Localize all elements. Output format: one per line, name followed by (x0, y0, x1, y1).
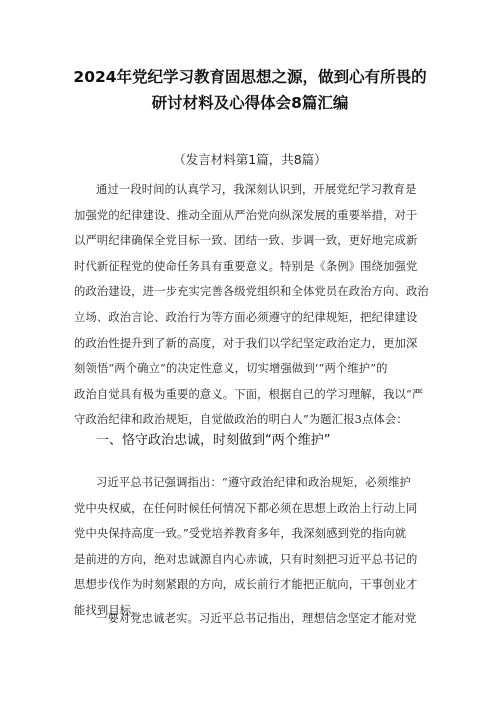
text-line: 通过一段时间的认真学习，我深刻认识到，开展党纪学习教育是 (96, 183, 417, 196)
section-heading-1: 一、恪守政治忠诚，时刻做到“两个维护” (96, 433, 331, 448)
paragraph-section1 (74, 470, 438, 624)
text-line: 加强党的纪律建设、推动全面从严治党向纵深发展的重要举措，对于 (74, 208, 418, 222)
text-line: 刻领悟“两个确立”的决定性意义，切实增强做到‘“两个维护”的 (74, 362, 388, 376)
text-line: 党中央保持高度一致。”受党培养教育多年，我深刻感到党的指向就 (74, 527, 407, 541)
text-line: 的政治建设，进一步充实完善各级党组织和全体党员在政治方向、政治 (74, 285, 429, 299)
text-line: 党中央权威，在任何时候任何情况下都必须在思想上政治上行动上同 (74, 501, 418, 515)
paragraph-point1 (74, 606, 438, 632)
text-line: 政治自觉具有极为重要的意义。下面，根据自己的学习理解，我以“严 (74, 387, 424, 401)
text-line: 一要对党忠诚老实。习近平总书记指出，理想信念坚定才能对党 (96, 612, 417, 625)
text-line: 习近平总书记强调指出：“遵守政治纪律和政治规矩，必须维护 (96, 476, 411, 489)
text-line: 时代新征程党的使命任务具有重要意义。特别是《条例》围绕加强党 (74, 259, 418, 273)
document-title-line2: 研讨材料及心得体会8篇汇编 (151, 94, 349, 112)
text-line: 的政治性提升到了新的高度，对于我们以学纪坚定政治定力，更加深 (74, 336, 418, 350)
text-line: 思想步伐作为时刻紧跟的方向，成长前行才能把正航向，干事创业才 (74, 578, 418, 592)
text-line: 能找到目标。 (74, 603, 143, 617)
text-line: 立场、政治言论、政治行为等方面必须遵守的纪律规矩，把纪律建设 (74, 310, 418, 324)
text-line: 守政治纪律和政治规矩，自觉做政治的明白人”为题汇报3点体会： (74, 413, 408, 427)
paragraph-intro (74, 177, 438, 433)
text-line: 是前进的方向，绝对忠诚源自内心赤诚，只有时刻把习近平总书记的 (74, 552, 418, 566)
document-title-line1: 2024年党纪学习教育固思想之源，做到心有所畏的 (73, 68, 427, 86)
text-line: 以严明纪律确保全党目标一致、团结一致、步调一致，更好地完成新 (74, 234, 418, 248)
document-subtitle: （发言材料第1篇，共8篇） (173, 152, 327, 167)
